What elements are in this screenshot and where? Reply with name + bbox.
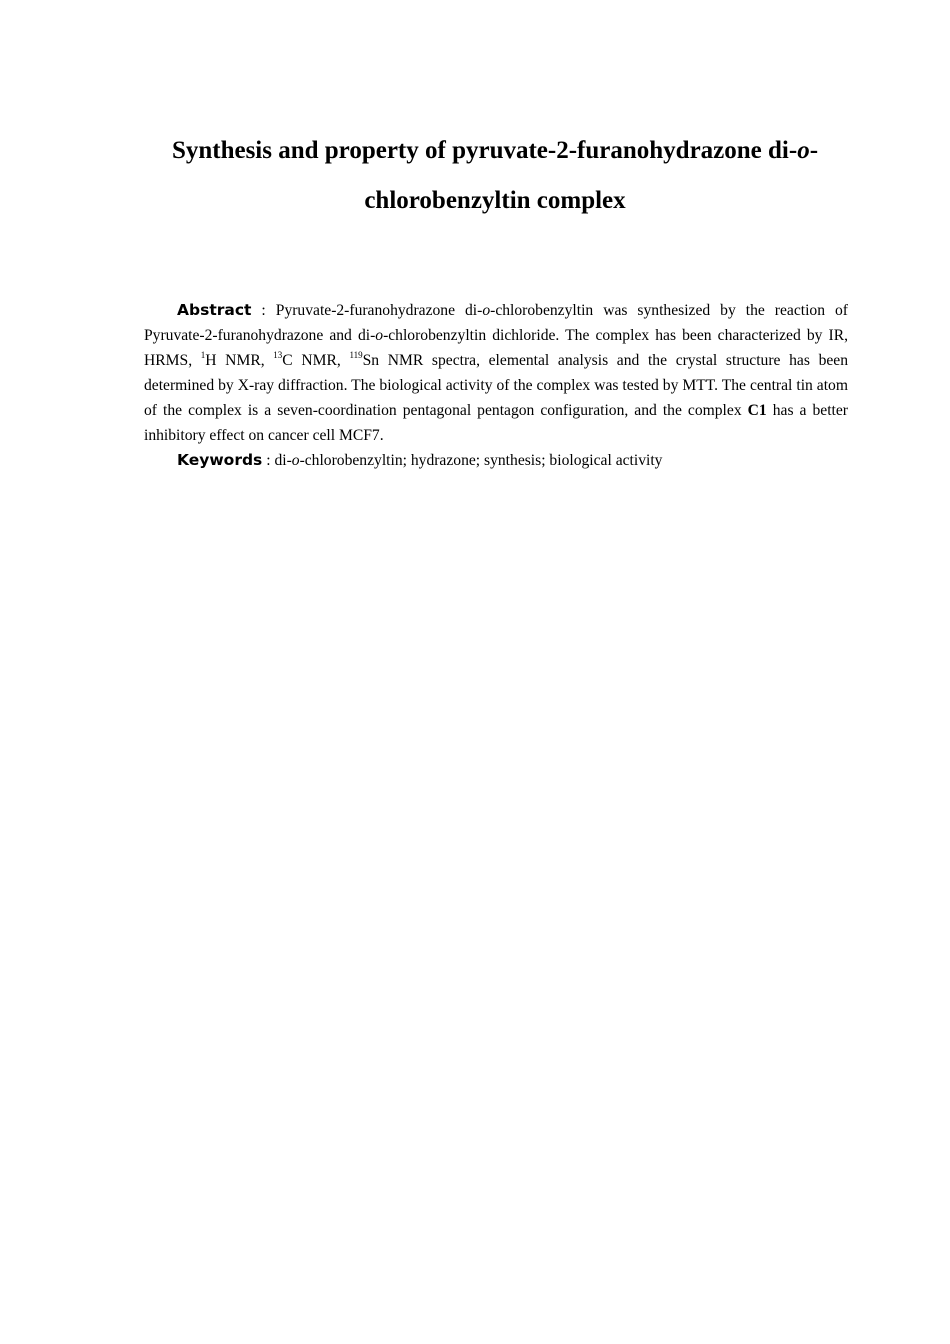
abstract-text: Sn NMR spectra, elemental analysis and the crystal structure has been determined by X-ray diffraction. The biological activity of the complex was tested by MTT. The central tin atom of the complex is a seven-coordination pentagonal pentagon configuration, and the complex	[144, 352, 849, 419]
abstract-text: has a better inhibitory effect on cancer cell MCF7.	[144, 402, 848, 444]
abstract-text: H NMR,	[205, 352, 274, 369]
isotope-superscript: 13	[273, 349, 283, 360]
title-text-end: -chlorobenzyltin complex	[364, 137, 819, 214]
keywords-text: di-	[274, 452, 292, 469]
abstract-section	[144, 298, 848, 473]
keywords-paragraph	[144, 448, 848, 473]
isotope-superscript: 1	[200, 349, 206, 360]
keywords-italic: o	[291, 452, 300, 469]
abstract-paragraph	[144, 298, 848, 448]
abstract-separator: :	[251, 302, 276, 319]
keywords-label: Keywords	[177, 451, 263, 469]
abstract-italic: o	[482, 302, 491, 319]
keywords-separator: :	[262, 452, 275, 469]
keywords-text: -chlorobenzyltin; hydrazone; synthesis; biological activity	[299, 452, 663, 469]
isotope-superscript: 119	[349, 349, 363, 360]
title-text: Synthesis and property of pyruvate-2-furanohydrazone di-	[171, 137, 798, 164]
abstract-text: C NMR,	[282, 352, 350, 369]
abstract-text: -chlorobenzyltin was synthesized by the reaction of Pyruvate-2-furanohydrazone and di-	[144, 302, 848, 344]
abstract-italic: o	[375, 327, 384, 344]
abstract-text: -chlorobenzyltin dichloride. The complex has been characterized by IR, HRMS,	[144, 327, 848, 369]
title-italic-o: o	[797, 137, 810, 164]
abstract-text: Pyruvate-2-furanohydrazone di-	[275, 302, 483, 319]
paper-title	[140, 126, 850, 226]
compound-label: C1	[747, 402, 767, 419]
abstract-label: Abstract	[177, 301, 252, 319]
